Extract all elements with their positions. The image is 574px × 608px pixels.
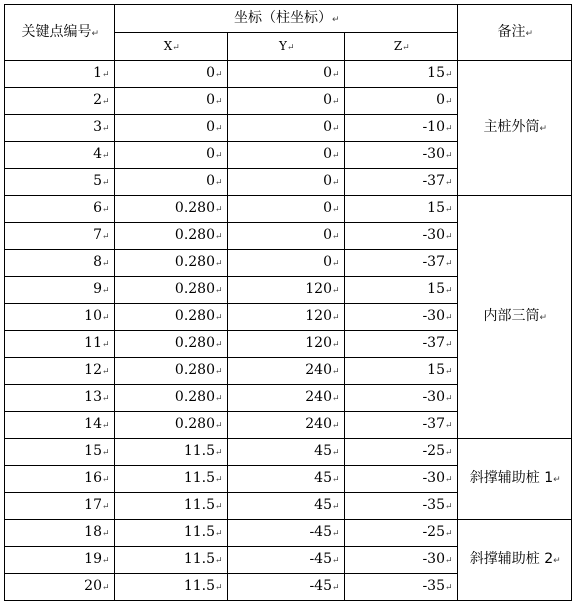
paragraph-mark: ↵ bbox=[332, 394, 340, 404]
z-cell bbox=[345, 466, 458, 493]
table-header bbox=[5, 5, 572, 61]
key-point-no-cell bbox=[5, 331, 115, 358]
key-point-no-value: 1 bbox=[93, 65, 102, 81]
z-cell bbox=[345, 223, 458, 250]
paragraph-mark: ↵ bbox=[445, 475, 453, 485]
z-cell bbox=[345, 142, 458, 169]
y-value: 120 bbox=[305, 335, 332, 351]
z-value: -37 bbox=[422, 254, 445, 270]
z-cell bbox=[345, 196, 458, 223]
paragraph-mark: ↵ bbox=[215, 97, 223, 107]
paragraph-mark: ↵ bbox=[102, 502, 110, 512]
z-value: -37 bbox=[422, 173, 445, 189]
paragraph-mark: ↵ bbox=[445, 529, 453, 539]
paragraph-mark: ↵ bbox=[445, 70, 453, 80]
y-value: 0 bbox=[323, 173, 332, 189]
key-point-no-value: 19 bbox=[84, 551, 102, 567]
y-value: 45 bbox=[314, 470, 332, 486]
y-value: 0 bbox=[323, 254, 332, 270]
z-value: -30 bbox=[422, 551, 445, 567]
coords-header-text: 坐标（柱坐标） bbox=[234, 9, 332, 26]
y-value: 0 bbox=[323, 65, 332, 81]
x-cell bbox=[115, 412, 228, 439]
key-point-no-value: 16 bbox=[84, 470, 102, 486]
x-cell bbox=[115, 169, 228, 196]
z-value: -30 bbox=[422, 470, 445, 486]
x-value: 0 bbox=[206, 65, 215, 81]
paragraph-mark: ↵ bbox=[286, 42, 295, 53]
table-row bbox=[5, 61, 572, 88]
remark-text: 内部三筒 bbox=[483, 308, 540, 324]
key-point-no-value: 13 bbox=[84, 389, 102, 405]
x-cell bbox=[115, 547, 228, 574]
x-value: 0 bbox=[206, 173, 215, 189]
table-body bbox=[5, 61, 572, 601]
z-cell bbox=[345, 574, 458, 601]
paragraph-mark: ↵ bbox=[445, 556, 453, 566]
x-value: 11.5 bbox=[183, 443, 215, 459]
paragraph-mark: ↵ bbox=[102, 556, 110, 566]
paragraph-mark: ↵ bbox=[102, 583, 110, 593]
paragraph-mark: ↵ bbox=[102, 448, 110, 458]
z-value: -30 bbox=[422, 308, 445, 324]
remark-cell bbox=[458, 520, 572, 601]
paragraph-mark: ↵ bbox=[102, 178, 110, 188]
remark-text: 斜撑辅助桩 2 bbox=[469, 551, 554, 567]
remark-header-text: 备注 bbox=[497, 23, 526, 40]
paragraph-mark: ↵ bbox=[215, 502, 223, 512]
paragraph-mark: ↵ bbox=[215, 529, 223, 539]
paragraph-mark: ↵ bbox=[102, 529, 110, 539]
key-point-no-value: 5 bbox=[93, 173, 102, 189]
paragraph-mark: ↵ bbox=[215, 70, 223, 80]
z-value: 15 bbox=[427, 362, 445, 378]
paragraph-mark: ↵ bbox=[332, 259, 340, 269]
x-cell bbox=[115, 493, 228, 520]
x-value: 0.280 bbox=[174, 254, 215, 270]
paragraph-mark: ↵ bbox=[553, 475, 561, 485]
z-value: -30 bbox=[422, 227, 445, 243]
paragraph-mark: ↵ bbox=[445, 97, 453, 107]
paragraph-mark: ↵ bbox=[102, 151, 110, 161]
y-cell bbox=[228, 277, 345, 304]
paragraph-mark: ↵ bbox=[215, 286, 223, 296]
key-point-no-cell bbox=[5, 412, 115, 439]
x-cell bbox=[115, 331, 228, 358]
y-cell bbox=[228, 115, 345, 142]
y-cell bbox=[228, 61, 345, 88]
header-row-1 bbox=[5, 5, 572, 33]
x-cell bbox=[115, 250, 228, 277]
x-header-text: X bbox=[163, 38, 173, 53]
z-value: -30 bbox=[422, 146, 445, 162]
y-value: 0 bbox=[323, 119, 332, 135]
y-value: 0 bbox=[323, 92, 332, 108]
y-value: -45 bbox=[309, 578, 332, 594]
x-cell bbox=[115, 115, 228, 142]
key-point-no-value: 10 bbox=[84, 308, 102, 324]
x-cell bbox=[115, 196, 228, 223]
paragraph-mark: ↵ bbox=[332, 529, 340, 539]
remark-text: 主桩外筒 bbox=[483, 119, 540, 135]
y-cell bbox=[228, 358, 345, 385]
table-row bbox=[5, 520, 572, 547]
key-point-no-cell bbox=[5, 115, 115, 142]
table-row bbox=[5, 439, 572, 466]
paragraph-mark: ↵ bbox=[332, 502, 340, 512]
z-value: -25 bbox=[422, 524, 445, 540]
x-cell bbox=[115, 61, 228, 88]
z-cell bbox=[345, 277, 458, 304]
paragraph-mark: ↵ bbox=[445, 259, 453, 269]
paragraph-mark: ↵ bbox=[445, 340, 453, 350]
paragraph-mark: ↵ bbox=[332, 124, 340, 134]
paragraph-mark: ↵ bbox=[539, 313, 548, 323]
y-cell bbox=[228, 304, 345, 331]
paragraph-mark: ↵ bbox=[332, 421, 340, 431]
x-value: 0.280 bbox=[174, 416, 215, 432]
paragraph-mark: ↵ bbox=[445, 286, 453, 296]
paragraph-mark: ↵ bbox=[332, 205, 340, 215]
x-cell bbox=[115, 385, 228, 412]
paragraph-mark: ↵ bbox=[215, 178, 223, 188]
x-value: 0.280 bbox=[174, 227, 215, 243]
remark-cell bbox=[458, 439, 572, 520]
paragraph-mark: ↵ bbox=[102, 70, 110, 80]
y-cell bbox=[228, 88, 345, 115]
key-point-no-cell bbox=[5, 574, 115, 601]
paragraph-mark: ↵ bbox=[215, 259, 223, 269]
paragraph-mark: ↵ bbox=[539, 124, 548, 134]
x-cell bbox=[115, 358, 228, 385]
paragraph-mark: ↵ bbox=[215, 583, 223, 593]
key-point-no-value: 17 bbox=[84, 497, 102, 513]
x-cell bbox=[115, 439, 228, 466]
paragraph-mark: ↵ bbox=[102, 367, 110, 377]
y-cell bbox=[228, 412, 345, 439]
paragraph-mark: ↵ bbox=[445, 124, 453, 134]
z-value: 0 bbox=[436, 92, 445, 108]
paragraph-mark: ↵ bbox=[332, 583, 340, 593]
y-value: -45 bbox=[309, 524, 332, 540]
key-point-no-cell bbox=[5, 439, 115, 466]
z-cell bbox=[345, 412, 458, 439]
paragraph-mark: ↵ bbox=[332, 556, 340, 566]
z-value: -37 bbox=[422, 416, 445, 432]
paragraph-mark: ↵ bbox=[215, 448, 223, 458]
paragraph-mark: ↵ bbox=[445, 313, 453, 323]
paragraph-mark: ↵ bbox=[215, 124, 223, 134]
key-point-no-value: 15 bbox=[84, 443, 102, 459]
paragraph-mark: ↵ bbox=[332, 232, 340, 242]
x-value: 0.280 bbox=[174, 308, 215, 324]
key-point-no-value: 8 bbox=[93, 254, 102, 270]
y-value: 120 bbox=[305, 308, 332, 324]
y-value: 45 bbox=[314, 443, 332, 459]
paragraph-mark: ↵ bbox=[445, 421, 453, 431]
x-value: 0.280 bbox=[174, 281, 215, 297]
paragraph-mark: ↵ bbox=[102, 340, 110, 350]
x-value: 0 bbox=[206, 146, 215, 162]
key-point-no-cell bbox=[5, 358, 115, 385]
paragraph-mark: ↵ bbox=[332, 286, 340, 296]
z-cell bbox=[345, 331, 458, 358]
paragraph-mark: ↵ bbox=[445, 583, 453, 593]
key-point-no-cell bbox=[5, 385, 115, 412]
remark-cell bbox=[458, 61, 572, 196]
paragraph-mark: ↵ bbox=[102, 97, 110, 107]
x-cell bbox=[115, 520, 228, 547]
y-value: 120 bbox=[305, 281, 332, 297]
x-value: 0 bbox=[206, 119, 215, 135]
paragraph-mark: ↵ bbox=[332, 70, 340, 80]
y-value: 240 bbox=[305, 362, 332, 378]
key-point-no-value: 2 bbox=[93, 92, 102, 108]
paragraph-mark: ↵ bbox=[102, 313, 110, 323]
x-cell bbox=[115, 574, 228, 601]
key-point-no-cell bbox=[5, 61, 115, 88]
z-cell bbox=[345, 385, 458, 412]
paragraph-mark: ↵ bbox=[102, 205, 110, 215]
x-value: 0.280 bbox=[174, 362, 215, 378]
z-value: -35 bbox=[422, 578, 445, 594]
key-point-no-value: 18 bbox=[84, 524, 102, 540]
paragraph-mark: ↵ bbox=[445, 178, 453, 188]
key-point-no-cell bbox=[5, 277, 115, 304]
paragraph-mark: ↵ bbox=[215, 556, 223, 566]
paragraph-mark: ↵ bbox=[215, 205, 223, 215]
z-cell bbox=[345, 547, 458, 574]
paragraph-mark: ↵ bbox=[215, 313, 223, 323]
x-value: 0.280 bbox=[174, 335, 215, 351]
key-point-no-cell bbox=[5, 466, 115, 493]
paragraph-mark: ↵ bbox=[102, 421, 110, 431]
paragraph-mark: ↵ bbox=[445, 448, 453, 458]
x-value: 0 bbox=[206, 92, 215, 108]
x-value: 11.5 bbox=[183, 497, 215, 513]
paragraph-mark: ↵ bbox=[332, 448, 340, 458]
key-point-no-cell bbox=[5, 88, 115, 115]
y-value: 0 bbox=[323, 227, 332, 243]
x-cell bbox=[115, 142, 228, 169]
y-value: 240 bbox=[305, 389, 332, 405]
z-cell bbox=[345, 304, 458, 331]
paragraph-mark: ↵ bbox=[102, 286, 110, 296]
y-value: 45 bbox=[314, 497, 332, 513]
z-cell bbox=[345, 358, 458, 385]
paragraph-mark: ↵ bbox=[525, 28, 534, 39]
remark-text: 斜撑辅助桩 1 bbox=[469, 470, 554, 486]
key-point-no-header-text: 关键点编号 bbox=[21, 23, 92, 40]
key-point-no-value: 11 bbox=[84, 335, 102, 351]
key-point-no-cell bbox=[5, 223, 115, 250]
z-cell bbox=[345, 439, 458, 466]
y-cell bbox=[228, 466, 345, 493]
y-cell bbox=[228, 250, 345, 277]
paragraph-mark: ↵ bbox=[215, 367, 223, 377]
z-header-text: Z bbox=[393, 38, 403, 53]
x-cell bbox=[115, 277, 228, 304]
coords-header bbox=[115, 5, 458, 33]
x-value: 0.280 bbox=[174, 200, 215, 216]
z-value: 15 bbox=[427, 281, 445, 297]
paragraph-mark: ↵ bbox=[332, 313, 340, 323]
y-value: 240 bbox=[305, 416, 332, 432]
z-cell bbox=[345, 61, 458, 88]
paragraph-mark: ↵ bbox=[102, 124, 110, 134]
x-cell bbox=[115, 304, 228, 331]
y-cell bbox=[228, 385, 345, 412]
key-point-no-cell bbox=[5, 547, 115, 574]
paragraph-mark: ↵ bbox=[215, 475, 223, 485]
y-header bbox=[228, 33, 345, 61]
key-point-no-cell bbox=[5, 493, 115, 520]
document-page bbox=[4, 4, 572, 601]
z-cell bbox=[345, 115, 458, 142]
x-value: 11.5 bbox=[183, 470, 215, 486]
key-point-no-value: 6 bbox=[93, 200, 102, 216]
paragraph-mark: ↵ bbox=[445, 205, 453, 215]
x-cell bbox=[115, 466, 228, 493]
key-point-no-cell bbox=[5, 142, 115, 169]
paragraph-mark: ↵ bbox=[332, 475, 340, 485]
paragraph-mark: ↵ bbox=[445, 502, 453, 512]
paragraph-mark: ↵ bbox=[402, 42, 410, 53]
paragraph-mark: ↵ bbox=[332, 97, 340, 107]
paragraph-mark: ↵ bbox=[215, 421, 223, 431]
y-cell bbox=[228, 574, 345, 601]
x-value: 11.5 bbox=[183, 524, 215, 540]
x-cell bbox=[115, 223, 228, 250]
y-cell bbox=[228, 142, 345, 169]
y-value: 0 bbox=[323, 200, 332, 216]
x-header bbox=[115, 33, 228, 61]
z-value: -10 bbox=[422, 119, 445, 135]
z-value: -35 bbox=[422, 497, 445, 513]
key-point-no-cell bbox=[5, 520, 115, 547]
paragraph-mark: ↵ bbox=[102, 475, 110, 485]
paragraph-mark: ↵ bbox=[102, 232, 110, 242]
z-value: 15 bbox=[427, 200, 445, 216]
key-point-no-cell bbox=[5, 196, 115, 223]
z-value: -37 bbox=[422, 335, 445, 351]
key-point-no-value: 7 bbox=[93, 227, 102, 243]
y-header-text: Y bbox=[279, 38, 287, 53]
paragraph-mark: ↵ bbox=[215, 151, 223, 161]
y-cell bbox=[228, 169, 345, 196]
key-point-no-value: 4 bbox=[93, 146, 102, 162]
paragraph-mark: ↵ bbox=[172, 42, 180, 53]
key-point-no-value: 20 bbox=[84, 578, 102, 594]
y-cell bbox=[228, 331, 345, 358]
key-point-no-cell bbox=[5, 250, 115, 277]
key-point-no-value: 12 bbox=[84, 362, 102, 378]
paragraph-mark: ↵ bbox=[332, 178, 340, 188]
key-point-no-cell bbox=[5, 169, 115, 196]
x-value: 11.5 bbox=[183, 551, 215, 567]
y-value: 0 bbox=[323, 146, 332, 162]
paragraph-mark: ↵ bbox=[102, 259, 110, 269]
paragraph-mark: ↵ bbox=[215, 232, 223, 242]
z-value: -25 bbox=[422, 443, 445, 459]
paragraph-mark: ↵ bbox=[215, 340, 223, 350]
z-cell bbox=[345, 493, 458, 520]
z-value: -30 bbox=[422, 389, 445, 405]
z-cell bbox=[345, 520, 458, 547]
paragraph-mark: ↵ bbox=[332, 340, 340, 350]
y-cell bbox=[228, 223, 345, 250]
paragraph-mark: ↵ bbox=[215, 394, 223, 404]
y-cell bbox=[228, 547, 345, 574]
paragraph-mark: ↵ bbox=[332, 14, 340, 25]
key-point-no-value: 14 bbox=[84, 416, 102, 432]
remark-header bbox=[458, 5, 572, 61]
paragraph-mark: ↵ bbox=[91, 28, 100, 39]
paragraph-mark: ↵ bbox=[445, 394, 453, 404]
z-cell bbox=[345, 250, 458, 277]
key-point-no-cell bbox=[5, 304, 115, 331]
paragraph-mark: ↵ bbox=[445, 151, 453, 161]
y-cell bbox=[228, 520, 345, 547]
remark-cell bbox=[458, 196, 572, 439]
z-header bbox=[345, 33, 458, 61]
z-cell bbox=[345, 169, 458, 196]
y-cell bbox=[228, 196, 345, 223]
key-point-coordinates-table bbox=[4, 4, 572, 601]
paragraph-mark: ↵ bbox=[102, 394, 110, 404]
paragraph-mark: ↵ bbox=[332, 151, 340, 161]
x-value: 11.5 bbox=[183, 578, 215, 594]
table-row bbox=[5, 196, 572, 223]
paragraph-mark: ↵ bbox=[553, 556, 561, 566]
key-point-no-header bbox=[5, 5, 115, 61]
z-value: 15 bbox=[427, 65, 445, 81]
key-point-no-value: 3 bbox=[93, 119, 102, 135]
paragraph-mark: ↵ bbox=[445, 367, 453, 377]
paragraph-mark: ↵ bbox=[445, 232, 453, 242]
paragraph-mark: ↵ bbox=[332, 367, 340, 377]
key-point-no-value: 9 bbox=[93, 281, 102, 297]
y-cell bbox=[228, 439, 345, 466]
z-cell bbox=[345, 88, 458, 115]
y-value: -45 bbox=[309, 551, 332, 567]
y-cell bbox=[228, 493, 345, 520]
x-cell bbox=[115, 88, 228, 115]
x-value: 0.280 bbox=[174, 389, 215, 405]
